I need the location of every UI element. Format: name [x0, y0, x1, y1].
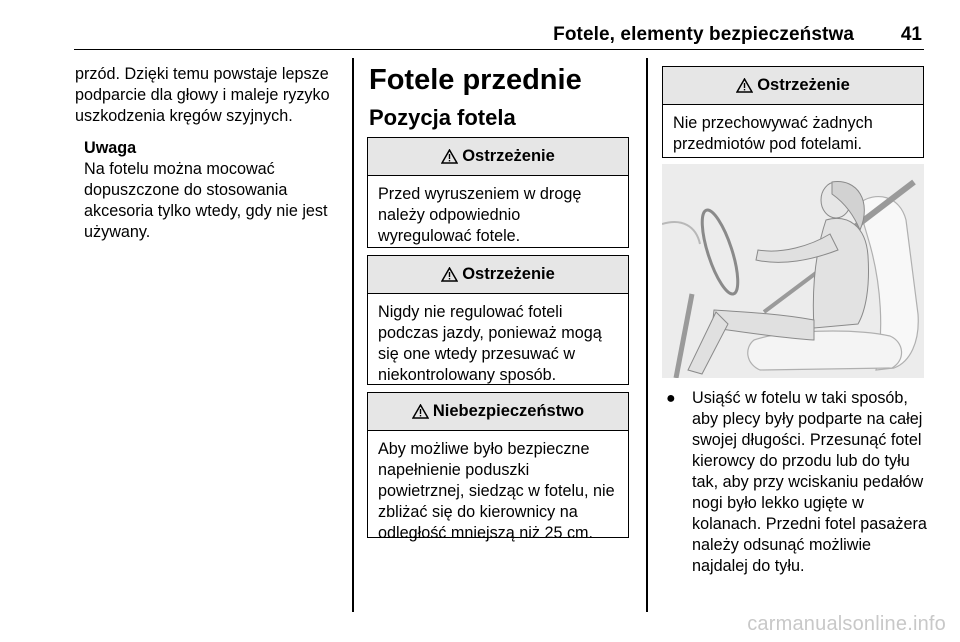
page-title: Fotele, elementy bezpieczeństwa	[553, 24, 854, 45]
warning-icon	[441, 267, 458, 282]
note-block	[84, 138, 337, 243]
danger-header	[368, 393, 628, 431]
column-left	[75, 64, 337, 243]
instruction-list-item	[666, 388, 928, 577]
bullet-icon: ●	[666, 390, 676, 407]
warning-box	[662, 66, 924, 158]
warning-header	[368, 138, 628, 176]
warning-icon	[412, 404, 429, 419]
warning-title: Ostrzeżenie	[462, 147, 555, 165]
page-header	[0, 24, 960, 46]
danger-title: Niebezpieczeństwo	[432, 402, 585, 420]
column-divider	[646, 58, 648, 612]
warning-icon	[441, 149, 458, 164]
warning-title: Ostrzeżenie	[757, 76, 850, 94]
instruction-text: Usiąść w fotelu w taki sposób, aby plecy były podparte na całej swojej długości. Przesunąć fotel kierowcy do przodu lub do tyłu tak, aby przy wciskaniu pedałów nogi było lekko ugięte w kolanach. Przedni fotel pasażera należy odsunąć możliwie najdalej do tyłu.	[692, 389, 927, 575]
danger-box	[367, 392, 629, 542]
warning-text: Przed wyruszeniem w drogę należy odpowiednio wyregulować fotele.	[378, 185, 582, 245]
driver-seat-figure	[662, 164, 924, 378]
warning-box	[367, 255, 629, 385]
warning-icon	[736, 78, 753, 93]
section-heading: Fotele przednie	[369, 64, 582, 96]
warning-title: Ostrzeżenie	[462, 265, 555, 283]
column-divider	[352, 58, 354, 612]
section-subheading: Pozycja fotela	[369, 105, 516, 130]
header-divider	[74, 49, 924, 50]
warning-box	[367, 137, 629, 248]
warning-header	[368, 256, 628, 294]
page-number: 41	[900, 24, 922, 45]
watermark: carmanualsonline.info	[747, 613, 946, 635]
note-text: Na fotelu można mocować dopuszczone do stosowania akcesoria tylko wtedy, gdy nie jest używany.	[84, 160, 328, 241]
warning-text: Nigdy nie regulować foteli podczas jazdy, ponieważ mogą się one wtedy przesuwać w niekontrolowany sposób.	[378, 303, 602, 384]
warning-text: Nie przechowywać żadnych przedmiotów pod fotelami.	[673, 114, 873, 153]
seat-position-illustration	[662, 164, 924, 378]
note-title: Uwaga	[84, 139, 137, 157]
intro-paragraph: przód. Dzięki temu powstaje lepsze podparcie dla głowy i maleje ryzyko uszkodzenia kręgów szyjnych.	[75, 65, 330, 125]
warning-header	[663, 67, 923, 105]
danger-text: Aby możliwe było bezpieczne napełnienie poduszki powietrznej, siedząc w fotelu, nie zbliżać się do kierownicy na odległość mniejszą niż 25 cm.	[378, 440, 615, 542]
